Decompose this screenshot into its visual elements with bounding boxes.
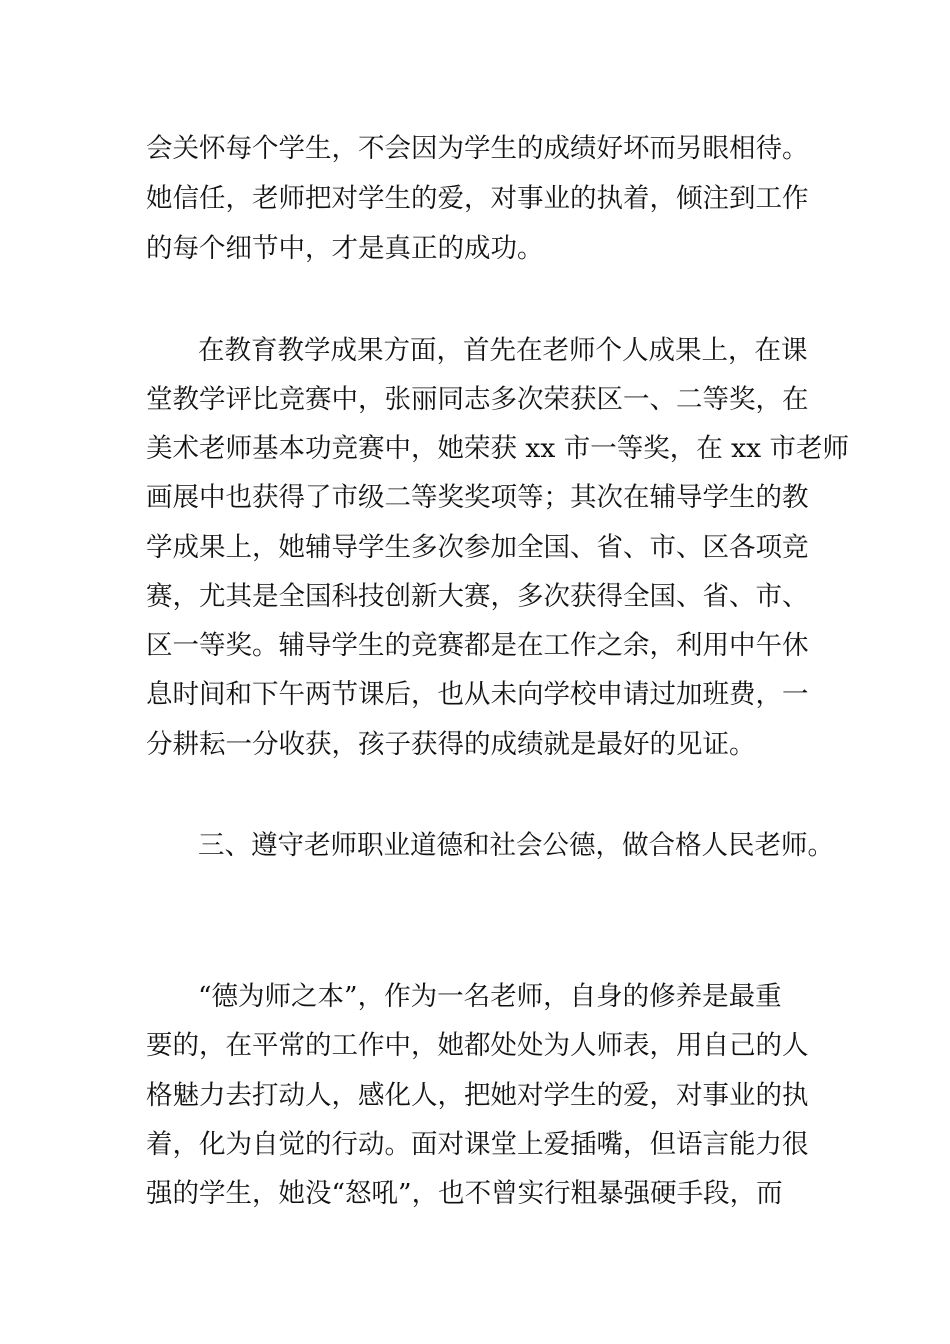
paragraph-2-line-8: 息时间和下午两节课后，也从未向学校申请过加班费，一 xyxy=(146,679,809,710)
paragraph-2-line-9: 分耕耘一分收获，孩子获得的成绩就是最好的见证。 xyxy=(146,729,756,760)
paragraph-1-line-1: 会关怀每个学生，不会因为学生的成绩好坏而另眼相待。 xyxy=(146,133,809,164)
paragraph-2-line-7: 区一等奖。辅导学生的竞赛都是在工作之余，利用中午休 xyxy=(146,630,809,661)
paragraph-4-line-2: 要的，在平常的工作中，她都处处为人师表，用自己的人 xyxy=(146,1030,809,1061)
paragraph-4-line-3: 格魅力去打动人，感化人，把她对学生的爱，对事业的执 xyxy=(146,1080,809,1111)
paragraph-2-line-6: 赛，尤其是全国科技创新大赛，多次获得全国、省、市、 xyxy=(146,581,809,612)
paragraph-2-line-3: 美术老师基本功竞赛中，她荣获 xx 市一等奖，在 xx 市老师 xyxy=(146,433,849,464)
section-heading: 三、遵守老师职业道德和社会公德，做合格人民老师。 xyxy=(198,830,834,861)
paragraph-4-line-4: 着，化为自觉的行动。面对课堂上爱插嘴，但语言能力很 xyxy=(146,1129,809,1160)
paragraph-2-line-1: 在教育教学成果方面，首先在老师个人成果上，在课 xyxy=(198,335,808,366)
paragraph-2-line-4: 画展中也获得了市级二等奖奖项等；其次在辅导学生的教 xyxy=(146,482,809,513)
paragraph-1-line-3: 的每个细节中，才是真正的成功。 xyxy=(146,233,544,264)
paragraph-1-line-2: 她信任，老师把对学生的爱，对事业的执着，倾注到工作 xyxy=(146,183,809,214)
paragraph-2-line-2: 堂教学评比竞赛中，张丽同志多次荣获区一、二等奖，在 xyxy=(146,384,809,415)
paragraph-4-line-5: 强的学生，她没“怒吼”，也不曾实行粗暴强硬手段，而 xyxy=(146,1178,783,1209)
paragraph-2-line-5: 学成果上，她辅导学生多次参加全国、省、市、区各项竞 xyxy=(146,532,809,563)
paragraph-4-line-1: “德为师之本”，作为一名老师，自身的修养是最重 xyxy=(198,981,782,1012)
